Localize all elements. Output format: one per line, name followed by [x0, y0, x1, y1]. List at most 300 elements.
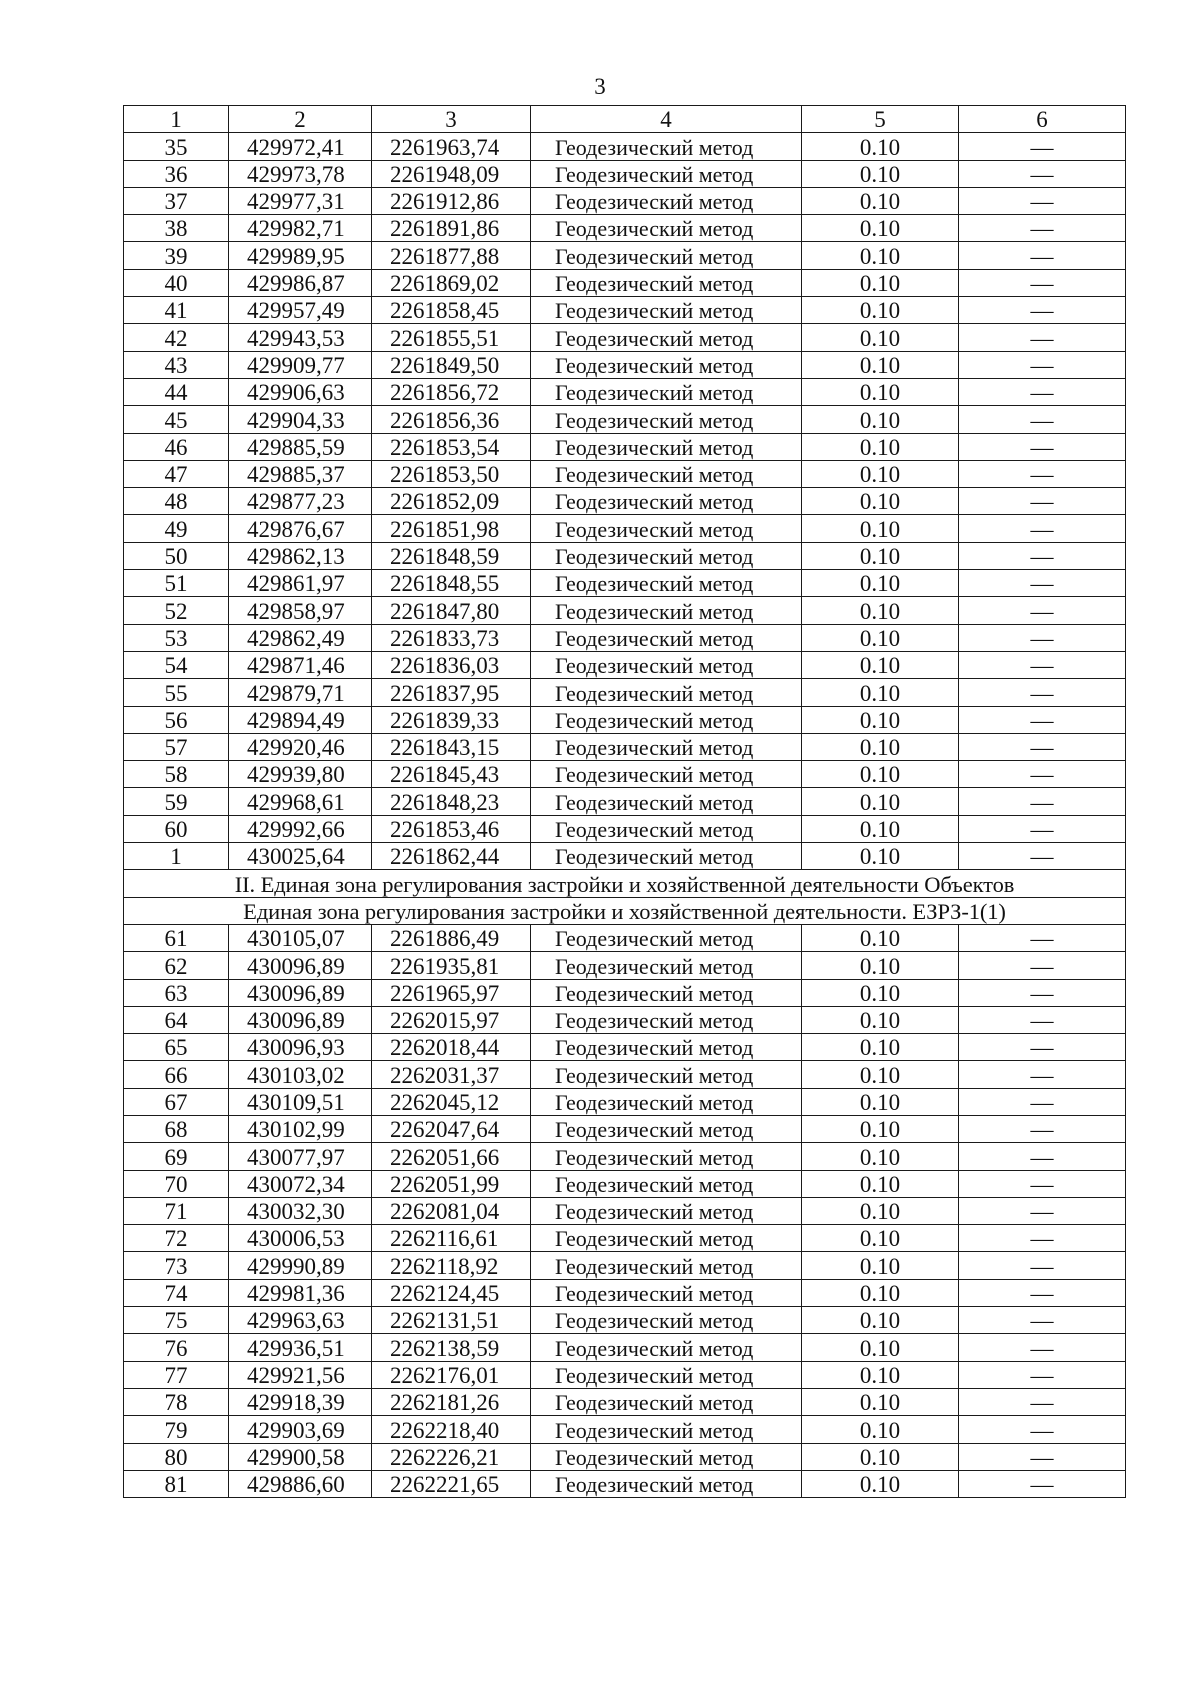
table-row — [124, 1388, 1126, 1415]
note-cell: — — [959, 515, 1126, 542]
accuracy-cell: 0.10 — [802, 788, 959, 815]
y-coordinate-cell: 2262018,44 — [372, 1034, 531, 1061]
point-number-cell: 51 — [124, 570, 229, 597]
point-number-cell: 47 — [124, 460, 229, 487]
y-coordinate-cell: 2262118,92 — [372, 1252, 531, 1279]
method-cell: Геодезический метод — [531, 1034, 802, 1061]
table-row — [124, 133, 1126, 160]
section-title: II. Единая зона регулирования застройки и хозяйственной деятельности Объектов — [124, 870, 1126, 897]
accuracy-cell: 0.10 — [802, 679, 959, 706]
method-cell: Геодезический метод — [531, 952, 802, 979]
header-cell: 5 — [802, 106, 959, 133]
point-number-cell: 41 — [124, 297, 229, 324]
y-coordinate-cell: 2262124,45 — [372, 1279, 531, 1306]
y-coordinate-cell: 2261935,81 — [372, 952, 531, 979]
y-coordinate-cell: 2261845,43 — [372, 761, 531, 788]
x-coordinate-cell: 430096,89 — [229, 979, 372, 1006]
method-cell: Геодезический метод — [531, 160, 802, 187]
point-number-cell: 39 — [124, 242, 229, 269]
table-row — [124, 1307, 1126, 1334]
note-cell: — — [959, 815, 1126, 842]
note-cell: — — [959, 1443, 1126, 1470]
point-number-cell: 79 — [124, 1416, 229, 1443]
table-row — [124, 324, 1126, 351]
y-coordinate-cell: 2262181,26 — [372, 1388, 531, 1415]
note-cell: — — [959, 733, 1126, 760]
y-coordinate-cell: 2261836,03 — [372, 651, 531, 678]
accuracy-cell: 0.10 — [802, 1088, 959, 1115]
x-coordinate-cell: 429903,69 — [229, 1416, 372, 1443]
method-cell: Геодезический метод — [531, 1170, 802, 1197]
point-number-cell: 81 — [124, 1470, 229, 1497]
note-cell: — — [959, 597, 1126, 624]
note-cell: — — [959, 952, 1126, 979]
x-coordinate-cell: 429968,61 — [229, 788, 372, 815]
method-cell: Геодезический метод — [531, 733, 802, 760]
point-number-cell: 54 — [124, 651, 229, 678]
table-row — [124, 924, 1126, 951]
table-row — [124, 351, 1126, 378]
method-cell: Геодезический метод — [531, 1225, 802, 1252]
table-row — [124, 1170, 1126, 1197]
x-coordinate-cell: 430072,34 — [229, 1170, 372, 1197]
point-number-cell: 45 — [124, 406, 229, 433]
accuracy-cell: 0.10 — [802, 1279, 959, 1306]
note-cell: — — [959, 324, 1126, 351]
method-cell: Геодезический метод — [531, 515, 802, 542]
point-number-cell: 56 — [124, 706, 229, 733]
x-coordinate-cell: 429957,49 — [229, 297, 372, 324]
y-coordinate-cell: 2261948,09 — [372, 160, 531, 187]
accuracy-cell: 0.10 — [802, 843, 959, 870]
accuracy-cell: 0.10 — [802, 488, 959, 515]
accuracy-cell: 0.10 — [802, 324, 959, 351]
x-coordinate-cell: 430103,02 — [229, 1061, 372, 1088]
table-row — [124, 597, 1126, 624]
table-row — [124, 160, 1126, 187]
point-number-cell: 66 — [124, 1061, 229, 1088]
y-coordinate-cell: 2262116,61 — [372, 1225, 531, 1252]
method-cell: Геодезический метод — [531, 570, 802, 597]
note-cell: — — [959, 679, 1126, 706]
x-coordinate-cell: 430096,93 — [229, 1034, 372, 1061]
note-cell: — — [959, 1061, 1126, 1088]
note-cell: — — [959, 542, 1126, 569]
point-number-cell: 76 — [124, 1334, 229, 1361]
y-coordinate-cell: 2261965,97 — [372, 979, 531, 1006]
y-coordinate-cell: 2261833,73 — [372, 624, 531, 651]
accuracy-cell: 0.10 — [802, 1143, 959, 1170]
method-cell: Геодезический метод — [531, 1088, 802, 1115]
table-body — [124, 106, 1126, 1498]
accuracy-cell: 0.10 — [802, 1197, 959, 1224]
method-cell: Геодезический метод — [531, 269, 802, 296]
accuracy-cell: 0.10 — [802, 1307, 959, 1334]
x-coordinate-cell: 429894,49 — [229, 706, 372, 733]
accuracy-cell: 0.10 — [802, 570, 959, 597]
accuracy-cell: 0.10 — [802, 597, 959, 624]
table-row — [124, 815, 1126, 842]
y-coordinate-cell: 2261848,59 — [372, 542, 531, 569]
method-cell: Геодезический метод — [531, 1143, 802, 1170]
note-cell: — — [959, 624, 1126, 651]
accuracy-cell: 0.10 — [802, 1252, 959, 1279]
method-cell: Геодезический метод — [531, 351, 802, 378]
method-cell: Геодезический метод — [531, 843, 802, 870]
method-cell: Геодезический метод — [531, 406, 802, 433]
point-number-cell: 48 — [124, 488, 229, 515]
y-coordinate-cell: 2262176,01 — [372, 1361, 531, 1388]
method-cell: Геодезический метод — [531, 1061, 802, 1088]
method-cell: Геодезический метод — [531, 1006, 802, 1033]
method-cell: Геодезический метод — [531, 324, 802, 351]
table-row — [124, 1470, 1126, 1497]
accuracy-cell: 0.10 — [802, 378, 959, 405]
table-row — [124, 488, 1126, 515]
note-cell: — — [959, 160, 1126, 187]
method-cell: Геодезический метод — [531, 1115, 802, 1142]
accuracy-cell: 0.10 — [802, 542, 959, 569]
accuracy-cell: 0.10 — [802, 952, 959, 979]
x-coordinate-cell: 430109,51 — [229, 1088, 372, 1115]
point-number-cell: 35 — [124, 133, 229, 160]
y-coordinate-cell: 2262051,99 — [372, 1170, 531, 1197]
point-number-cell: 80 — [124, 1443, 229, 1470]
point-number-cell: 57 — [124, 733, 229, 760]
header-cell: 4 — [531, 106, 802, 133]
note-cell: — — [959, 1088, 1126, 1115]
y-coordinate-cell: 2262226,21 — [372, 1443, 531, 1470]
y-coordinate-cell: 2261852,09 — [372, 488, 531, 515]
y-coordinate-cell: 2262138,59 — [372, 1334, 531, 1361]
header-cell: 6 — [959, 106, 1126, 133]
method-cell: Геодезический метод — [531, 761, 802, 788]
point-number-cell: 38 — [124, 215, 229, 242]
accuracy-cell: 0.10 — [802, 1115, 959, 1142]
point-number-cell: 58 — [124, 761, 229, 788]
accuracy-cell: 0.10 — [802, 242, 959, 269]
table-row — [124, 1334, 1126, 1361]
method-cell: Геодезический метод — [531, 651, 802, 678]
zone-title-row — [124, 897, 1126, 924]
point-number-cell: 78 — [124, 1388, 229, 1415]
point-number-cell: 65 — [124, 1034, 229, 1061]
x-coordinate-cell: 429936,51 — [229, 1334, 372, 1361]
table-row — [124, 788, 1126, 815]
x-coordinate-cell: 430006,53 — [229, 1225, 372, 1252]
accuracy-cell: 0.10 — [802, 815, 959, 842]
note-cell: — — [959, 1388, 1126, 1415]
note-cell: — — [959, 843, 1126, 870]
table-row — [124, 679, 1126, 706]
method-cell: Геодезический метод — [531, 1388, 802, 1415]
x-coordinate-cell: 429921,56 — [229, 1361, 372, 1388]
accuracy-cell: 0.10 — [802, 433, 959, 460]
table-row — [124, 187, 1126, 214]
table-row — [124, 1443, 1126, 1470]
table-header-row — [124, 106, 1126, 133]
accuracy-cell: 0.10 — [802, 1006, 959, 1033]
y-coordinate-cell: 2261849,50 — [372, 351, 531, 378]
method-cell: Геодезический метод — [531, 788, 802, 815]
x-coordinate-cell: 429871,46 — [229, 651, 372, 678]
note-cell: — — [959, 460, 1126, 487]
note-cell: — — [959, 1170, 1126, 1197]
method-cell: Геодезический метод — [531, 1470, 802, 1497]
accuracy-cell: 0.10 — [802, 1170, 959, 1197]
y-coordinate-cell: 2261851,98 — [372, 515, 531, 542]
point-number-cell: 52 — [124, 597, 229, 624]
table-row — [124, 1361, 1126, 1388]
method-cell: Геодезический метод — [531, 133, 802, 160]
x-coordinate-cell: 430032,30 — [229, 1197, 372, 1224]
table-row — [124, 1006, 1126, 1033]
accuracy-cell: 0.10 — [802, 351, 959, 378]
table-row — [124, 1034, 1126, 1061]
note-cell: — — [959, 1279, 1126, 1306]
method-cell: Геодезический метод — [531, 242, 802, 269]
table-row — [124, 843, 1126, 870]
note-cell: — — [959, 1334, 1126, 1361]
table-row — [124, 378, 1126, 405]
accuracy-cell: 0.10 — [802, 160, 959, 187]
table-row — [124, 1143, 1126, 1170]
x-coordinate-cell: 429879,71 — [229, 679, 372, 706]
note-cell: — — [959, 242, 1126, 269]
method-cell: Геодезический метод — [531, 815, 802, 842]
note-cell: — — [959, 1416, 1126, 1443]
point-number-cell: 43 — [124, 351, 229, 378]
x-coordinate-cell: 430077,97 — [229, 1143, 372, 1170]
table-row — [124, 624, 1126, 651]
table-row — [124, 1061, 1126, 1088]
method-cell: Геодезический метод — [531, 433, 802, 460]
x-coordinate-cell: 429992,66 — [229, 815, 372, 842]
note-cell: — — [959, 1307, 1126, 1334]
accuracy-cell: 0.10 — [802, 187, 959, 214]
x-coordinate-cell: 429877,23 — [229, 488, 372, 515]
method-cell: Геодезический метод — [531, 488, 802, 515]
table-row — [124, 570, 1126, 597]
point-number-cell: 75 — [124, 1307, 229, 1334]
x-coordinate-cell: 430096,89 — [229, 1006, 372, 1033]
point-number-cell: 42 — [124, 324, 229, 351]
point-number-cell: 72 — [124, 1225, 229, 1252]
y-coordinate-cell: 2262045,12 — [372, 1088, 531, 1115]
accuracy-cell: 0.10 — [802, 1034, 959, 1061]
x-coordinate-cell: 429885,37 — [229, 460, 372, 487]
note-cell: — — [959, 706, 1126, 733]
x-coordinate-cell: 430025,64 — [229, 843, 372, 870]
accuracy-cell: 0.10 — [802, 1416, 959, 1443]
table-row — [124, 297, 1126, 324]
y-coordinate-cell: 2262131,51 — [372, 1307, 531, 1334]
y-coordinate-cell: 2262081,04 — [372, 1197, 531, 1224]
note-cell: — — [959, 406, 1126, 433]
point-number-cell: 70 — [124, 1170, 229, 1197]
y-coordinate-cell: 2262047,64 — [372, 1115, 531, 1142]
x-coordinate-cell: 429904,33 — [229, 406, 372, 433]
page-number: 3 — [594, 74, 606, 99]
point-number-cell: 46 — [124, 433, 229, 460]
note-cell: — — [959, 1361, 1126, 1388]
point-number-cell: 49 — [124, 515, 229, 542]
method-cell: Геодезический метод — [531, 1361, 802, 1388]
note-cell: — — [959, 570, 1126, 597]
accuracy-cell: 0.10 — [802, 706, 959, 733]
note-cell: — — [959, 761, 1126, 788]
accuracy-cell: 0.10 — [802, 297, 959, 324]
y-coordinate-cell: 2261858,45 — [372, 297, 531, 324]
method-cell: Геодезический метод — [531, 1279, 802, 1306]
y-coordinate-cell: 2262015,97 — [372, 1006, 531, 1033]
y-coordinate-cell: 2261855,51 — [372, 324, 531, 351]
accuracy-cell: 0.10 — [802, 1061, 959, 1088]
note-cell: — — [959, 1470, 1126, 1497]
x-coordinate-cell: 429909,77 — [229, 351, 372, 378]
x-coordinate-cell: 429939,80 — [229, 761, 372, 788]
table-row — [124, 215, 1126, 242]
point-number-cell: 44 — [124, 378, 229, 405]
point-number-cell: 77 — [124, 1361, 229, 1388]
y-coordinate-cell: 2261856,36 — [372, 406, 531, 433]
method-cell: Геодезический метод — [531, 679, 802, 706]
method-cell: Геодезический метод — [531, 542, 802, 569]
x-coordinate-cell: 429990,89 — [229, 1252, 372, 1279]
y-coordinate-cell: 2261856,72 — [372, 378, 531, 405]
accuracy-cell: 0.10 — [802, 406, 959, 433]
method-cell: Геодезический метод — [531, 597, 802, 624]
method-cell: Геодезический метод — [531, 979, 802, 1006]
accuracy-cell: 0.10 — [802, 269, 959, 296]
accuracy-cell: 0.10 — [802, 761, 959, 788]
method-cell: Геодезический метод — [531, 1197, 802, 1224]
method-cell: Геодезический метод — [531, 378, 802, 405]
point-number-cell: 1 — [124, 843, 229, 870]
accuracy-cell: 0.10 — [802, 215, 959, 242]
point-number-cell: 53 — [124, 624, 229, 651]
y-coordinate-cell: 2261869,02 — [372, 269, 531, 296]
x-coordinate-cell: 429973,78 — [229, 160, 372, 187]
table-row — [124, 733, 1126, 760]
accuracy-cell: 0.10 — [802, 1443, 959, 1470]
y-coordinate-cell: 2261912,86 — [372, 187, 531, 214]
y-coordinate-cell: 2261848,23 — [372, 788, 531, 815]
y-coordinate-cell: 2261843,15 — [372, 733, 531, 760]
point-number-cell: 59 — [124, 788, 229, 815]
y-coordinate-cell: 2261862,44 — [372, 843, 531, 870]
x-coordinate-cell: 429862,49 — [229, 624, 372, 651]
y-coordinate-cell: 2262051,66 — [372, 1143, 531, 1170]
x-coordinate-cell: 429977,31 — [229, 187, 372, 214]
point-number-cell: 68 — [124, 1115, 229, 1142]
note-cell: — — [959, 351, 1126, 378]
note-cell: — — [959, 1197, 1126, 1224]
note-cell: — — [959, 924, 1126, 951]
note-cell: — — [959, 433, 1126, 460]
method-cell: Геодезический метод — [531, 1416, 802, 1443]
point-number-cell: 40 — [124, 269, 229, 296]
method-cell: Геодезический метод — [531, 624, 802, 651]
x-coordinate-cell: 429982,71 — [229, 215, 372, 242]
y-coordinate-cell: 2261886,49 — [372, 924, 531, 951]
table-row — [124, 1197, 1126, 1224]
table-row — [124, 1115, 1126, 1142]
table-row — [124, 761, 1126, 788]
header-cell: 3 — [372, 106, 531, 133]
coordinates-table — [123, 105, 1126, 1498]
accuracy-cell: 0.10 — [802, 1470, 959, 1497]
table-row — [124, 515, 1126, 542]
y-coordinate-cell: 2261839,33 — [372, 706, 531, 733]
note-cell: — — [959, 488, 1126, 515]
note-cell: — — [959, 1006, 1126, 1033]
x-coordinate-cell: 429963,63 — [229, 1307, 372, 1334]
x-coordinate-cell: 429876,67 — [229, 515, 372, 542]
table-row — [124, 1252, 1126, 1279]
method-cell: Геодезический метод — [531, 1334, 802, 1361]
x-coordinate-cell: 429862,13 — [229, 542, 372, 569]
note-cell: — — [959, 1252, 1126, 1279]
table-row — [124, 542, 1126, 569]
point-number-cell: 69 — [124, 1143, 229, 1170]
point-number-cell: 55 — [124, 679, 229, 706]
table-row — [124, 651, 1126, 678]
method-cell: Геодезический метод — [531, 187, 802, 214]
accuracy-cell: 0.10 — [802, 1361, 959, 1388]
table-row — [124, 406, 1126, 433]
note-cell: — — [959, 1225, 1126, 1252]
y-coordinate-cell: 2262218,40 — [372, 1416, 531, 1443]
point-number-cell: 37 — [124, 187, 229, 214]
table-row — [124, 242, 1126, 269]
accuracy-cell: 0.10 — [802, 1334, 959, 1361]
x-coordinate-cell: 430105,07 — [229, 924, 372, 951]
note-cell: — — [959, 979, 1126, 1006]
table-row — [124, 1279, 1126, 1306]
y-coordinate-cell: 2261877,88 — [372, 242, 531, 269]
x-coordinate-cell: 429920,46 — [229, 733, 372, 760]
x-coordinate-cell: 430102,99 — [229, 1115, 372, 1142]
point-number-cell: 50 — [124, 542, 229, 569]
y-coordinate-cell: 2261963,74 — [372, 133, 531, 160]
x-coordinate-cell: 429943,53 — [229, 324, 372, 351]
method-cell: Геодезический метод — [531, 1443, 802, 1470]
y-coordinate-cell: 2261848,55 — [372, 570, 531, 597]
point-number-cell: 63 — [124, 979, 229, 1006]
x-coordinate-cell: 429986,87 — [229, 269, 372, 296]
x-coordinate-cell: 429900,58 — [229, 1443, 372, 1470]
table-row — [124, 952, 1126, 979]
point-number-cell: 62 — [124, 952, 229, 979]
accuracy-cell: 0.10 — [802, 1225, 959, 1252]
table-row — [124, 979, 1126, 1006]
y-coordinate-cell: 2261847,80 — [372, 597, 531, 624]
method-cell: Геодезический метод — [531, 1252, 802, 1279]
table-row — [124, 706, 1126, 733]
method-cell: Геодезический метод — [531, 297, 802, 324]
header-cell: 2 — [229, 106, 372, 133]
point-number-cell: 73 — [124, 1252, 229, 1279]
note-cell: — — [959, 378, 1126, 405]
note-cell: — — [959, 269, 1126, 296]
y-coordinate-cell: 2262221,65 — [372, 1470, 531, 1497]
point-number-cell: 36 — [124, 160, 229, 187]
accuracy-cell: 0.10 — [802, 624, 959, 651]
accuracy-cell: 0.10 — [802, 460, 959, 487]
y-coordinate-cell: 2261837,95 — [372, 679, 531, 706]
note-cell: — — [959, 133, 1126, 160]
